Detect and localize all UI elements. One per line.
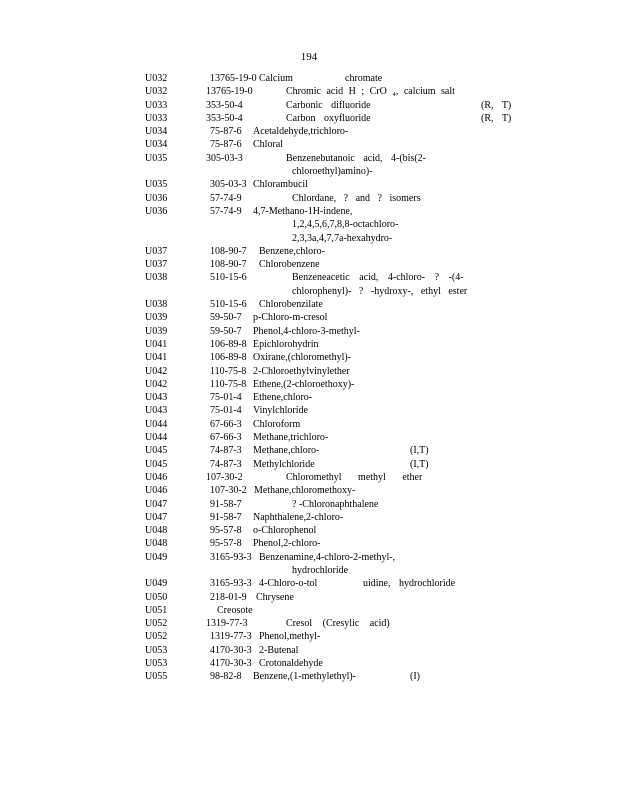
cas-number: 75-01-4 [210,405,242,417]
name-line: 1,2,4,5,6,7,8,8-octachloro- [292,219,399,231]
hazard-code: (I,T) [410,445,429,457]
table-row [0,99,618,112]
cas-number: 3165-93-3 [210,551,252,563]
name-line: chloroethyl)amino)- [292,166,373,178]
table-row [0,404,618,417]
cas-number: 3165-93-3 [210,578,252,590]
hazard-code: (R, T) [481,99,512,111]
table-row [0,537,618,550]
table-row [0,657,618,670]
table-row [0,351,618,364]
name-line: Benzeneacetic acid, 4-chloro- ? -(4- [292,272,464,284]
waste-code: U033 [145,112,168,124]
waste-code: U044 [145,418,168,430]
waste-code: U046 [145,485,168,497]
waste-code: U039 [145,312,168,324]
cas-number: 108-90-7 [210,245,247,257]
table-row [0,125,618,138]
table-row [0,604,618,617]
substance-name: Chlorobenzene [259,259,320,271]
substance-name: ? -Chloronaphthalene [292,498,379,510]
substance-name: o-Chlorophenol [253,525,317,537]
cas-number: 59-50-7 [210,325,242,337]
cas-number: 75-87-6 [210,126,242,138]
table-row [0,311,618,324]
cas-number: 353-50-4 [206,99,243,111]
table-row [0,458,618,471]
waste-code: U050 [145,591,168,603]
table-row [0,670,618,683]
waste-code: U035 [145,179,168,191]
waste-code: U052 [145,631,168,643]
waste-code: U045 [145,445,168,457]
table-row [0,138,618,151]
waste-code: U032 [145,86,168,98]
substance-name [253,205,398,245]
cas-number: 110-75-8 [210,378,247,390]
cas-number: 106-89-8 [210,352,247,364]
substance-name: Phenol,4-chloro-3-methyl- [253,325,360,337]
table-row [0,112,618,125]
table-row [0,644,618,657]
cas-number: 1319-77-3 [210,631,252,643]
hazard-code: (I,T) [410,458,429,470]
table-row [0,271,618,298]
substance-name: Oxirane,(chloromethyl)- [253,352,352,364]
page-number: 194 [300,51,318,63]
cas-number: 353-50-4 [206,112,243,124]
table-row [0,524,618,537]
table-row [0,471,618,484]
substance-name: Chloroform [253,418,301,430]
name-line: chlorophenyl)- ? -hydroxy-, ethyl ester [292,285,468,297]
table-row [0,338,618,351]
table-row [0,365,618,378]
substance-name: Crotonaldehyde [259,658,323,670]
table-row [0,152,618,179]
waste-code: U041 [145,352,168,364]
substance-name [259,551,395,578]
table-row [0,551,618,578]
waste-code: U039 [145,325,168,337]
substance-name: Methylchloride [253,458,315,470]
substance-name: Ethene,(2-chloroethoxy)- [253,378,355,390]
cas-number: 75-01-4 [210,392,242,404]
cas-number: 67-66-3 [210,432,242,444]
table-row [0,258,618,271]
waste-code: U047 [145,498,168,510]
cas-number: 13765-19-0 [206,86,253,98]
cas-number: 95-57-8 [210,525,242,537]
waste-code: U045 [145,458,168,470]
waste-code: U051 [145,604,168,616]
name-line: Benzenamine,4-chloro-2-methyl-, [259,551,396,563]
substance-name: Carbon oxyfluoride [286,112,371,124]
cas-number: 4170-30-3 [210,644,252,656]
waste-code: U038 [145,299,168,311]
substance-name: Naphthalene,2-chloro- [253,511,344,523]
cas-number: 57-74-9 [210,205,242,217]
table-row [0,444,618,457]
cas-number: 107-30-2 [210,485,247,497]
substance-name: Cresol (Cresylic acid) [286,618,390,630]
waste-code: U038 [145,272,168,284]
cas-number: 91-58-7 [210,498,242,510]
cas-number: 74-87-3 [210,458,242,470]
cas-number: 98-82-8 [210,671,242,683]
table-row [0,325,618,338]
substance-name [286,152,426,179]
substance-name: Chloromethyl methyl ether [286,471,423,483]
waste-code: U049 [145,578,168,590]
waste-code: U049 [145,551,168,563]
waste-code: U048 [145,538,168,550]
cas-number: 305-03-3 [206,152,243,164]
cas-number: 305-03-3 [210,179,247,191]
name-line: Benzenebutanoic acid, 4-(bis(2- [286,152,427,164]
table-row [0,617,618,630]
substance-name: Methane,chloromethoxy- [254,485,356,497]
table-row [0,511,618,524]
waste-code: U047 [145,511,168,523]
waste-code: U048 [145,525,168,537]
waste-code: U037 [145,259,168,271]
cas-number: 106-89-8 [210,338,247,350]
substance-name-continued: chromate [345,73,383,84]
waste-code: U043 [145,405,168,417]
waste-code: U053 [145,644,168,656]
table-row [0,418,618,431]
waste-code: U043 [145,392,168,404]
table-row [0,205,618,245]
substance-name: Calcium [259,73,293,84]
table-row [0,591,618,604]
substance-name: Creosote [217,604,253,616]
table-row [0,192,618,205]
waste-code: U036 [145,192,168,204]
waste-code: U034 [145,139,168,151]
substance-name: Chlorobenzilate [259,299,323,311]
waste-code: U041 [145,338,168,350]
hazard-code: (I) [410,671,420,683]
waste-code: U052 [145,618,168,630]
table-row [0,378,618,391]
waste-code: U055 [145,671,168,683]
cas-number: 108-90-7 [210,259,247,271]
substance-name [292,271,467,298]
substance-name: Methane,chloro- [253,445,320,457]
table-row [0,245,618,258]
cas-number: 95-57-8 [210,538,242,550]
cas-number: 91-58-7 [210,511,242,523]
substance-name: 2-Butenal [259,644,299,656]
waste-code: U033 [145,99,168,111]
cas-number: 13765-19-0 [210,73,257,84]
substance-name: p-Chloro-m-cresol [253,312,328,324]
table-row [0,498,618,511]
waste-code: U034 [145,126,168,138]
waste-code: U035 [145,152,168,164]
substance-name: Chlordane, ? and ? isomers [292,192,421,204]
table-row [0,484,618,497]
cas-number: 4170-30-3 [210,658,252,670]
cas-number: 57-74-9 [210,192,242,204]
waste-code: U046 [145,471,168,483]
name-line: 2,3,3a,4,7,7a-hexahydro- [292,232,393,244]
substance-name: Methane,trichloro- [253,432,329,444]
substance-name: 4-Chloro-o-tol [259,578,318,590]
substance-name: Benzene,chloro- [259,245,325,257]
substance-name: Chlorambucil [253,179,308,191]
table-row [0,431,618,444]
cas-number: 510-15-6 [210,299,247,311]
substance-name: 2-Chloroethylvinylether [253,365,350,377]
substance-name: Chromic acid H ; CrO ₄, calcium salt [286,86,455,98]
substance-name: Chrysene [256,591,294,603]
name-line: 4,7-Methano-1H-indene, [253,205,353,217]
cas-number: 59-50-7 [210,312,242,324]
cas-number: 510-15-6 [210,272,247,284]
substance-name-continued: uidine, hydrochloride [363,578,456,590]
cas-number: 67-66-3 [210,418,242,430]
cas-number: 110-75-8 [210,365,247,377]
substance-name: Acetaldehyde,trichloro- [253,126,349,138]
waste-code: U037 [145,245,168,257]
substance-name: Epichlorohydrin [253,338,319,350]
substance-name: Benzene,(1-methylethyl)- [253,671,357,683]
substance-name: Carbonic difluoride [286,99,371,111]
table-row [0,178,618,191]
cas-number: 107-30-2 [206,471,243,483]
waste-code: U036 [145,205,168,217]
substance-name: Chloral [253,139,283,151]
table-row [0,298,618,311]
name-line: hydrochloride [292,564,349,576]
table-row [0,72,618,85]
table-row [0,391,618,404]
cas-number: 1319-77-3 [206,618,248,630]
hazard-code: (R, T) [481,112,512,124]
table-row [0,577,618,590]
waste-code: U053 [145,658,168,670]
substance-name: Vinylchloride [253,405,308,417]
waste-code: U044 [145,432,168,444]
waste-code: U042 [145,378,168,390]
waste-code: U032 [145,73,168,84]
substance-name: Phenol,methyl- [259,631,321,643]
table-row [0,630,618,643]
waste-code: U042 [145,365,168,377]
waste-code-table [0,72,618,684]
cas-number: 218-01-9 [210,591,247,603]
table-row [0,85,618,98]
substance-name: Phenol,2-chloro- [253,538,321,550]
cas-number: 74-87-3 [210,445,242,457]
cas-number: 75-87-6 [210,139,242,151]
substance-name: Ethene,chloro- [253,392,313,404]
